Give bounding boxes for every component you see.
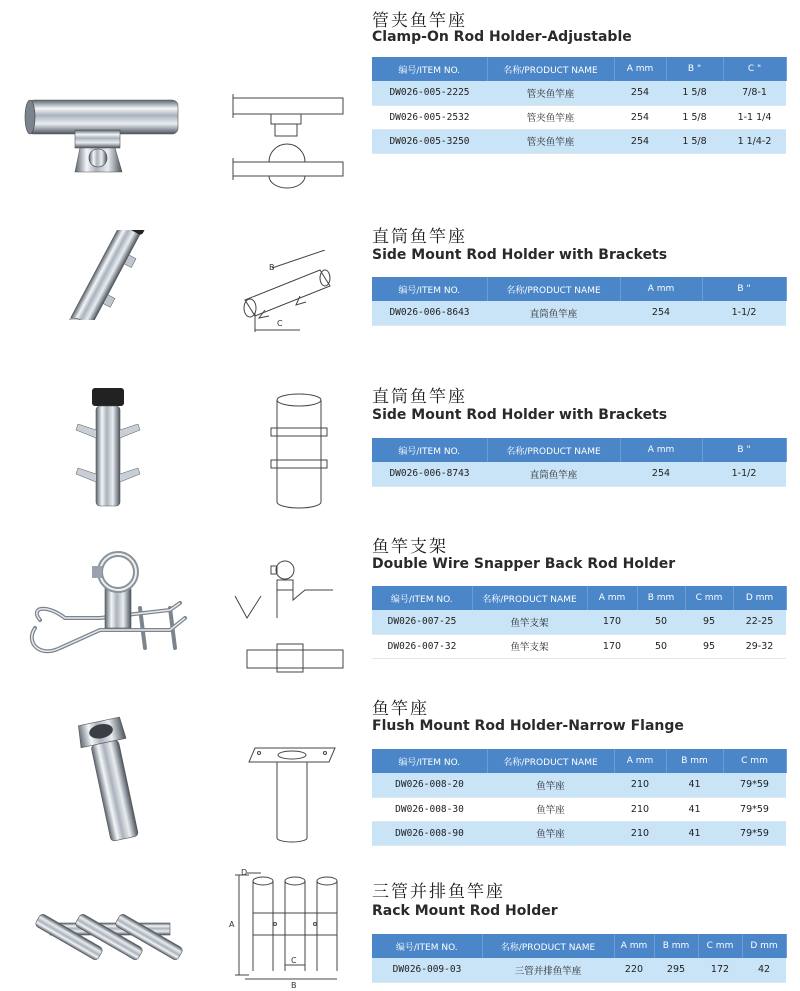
item-no-cell: DW026-005-3250 bbox=[372, 129, 487, 153]
section-flush-mount-rod-holder bbox=[0, 690, 800, 855]
section-title-zh: 鱼竿座 bbox=[372, 699, 429, 719]
item-no-cell: DW026-008-30 bbox=[372, 797, 487, 821]
item-no-cell: DW026-009-03 bbox=[372, 958, 482, 982]
value-cell: 170 bbox=[587, 610, 637, 634]
product-name-cell: 管夹鱼竿座 bbox=[487, 81, 614, 105]
spec-table bbox=[372, 749, 787, 846]
product-name-cell: 鱼竿座 bbox=[487, 821, 614, 845]
spec-table bbox=[372, 438, 787, 487]
table-row bbox=[372, 773, 786, 797]
dimension-label: D bbox=[241, 868, 248, 877]
section-double-wire-snapper-back bbox=[0, 528, 800, 688]
table-header-row bbox=[372, 277, 786, 301]
column-header: C mm bbox=[685, 586, 733, 610]
value-cell: 79*59 bbox=[723, 773, 786, 797]
section-title-en: Rack Mount Rod Holder bbox=[372, 903, 558, 919]
value-cell: 95 bbox=[685, 634, 733, 658]
column-header: C mm bbox=[698, 934, 742, 958]
rack-mount-rod-holder-photo bbox=[20, 885, 195, 975]
value-cell: 254 bbox=[614, 81, 666, 105]
item-no-cell: DW026-005-2225 bbox=[372, 81, 487, 105]
value-cell: 295 bbox=[654, 958, 698, 982]
column-header: A mm bbox=[614, 57, 666, 81]
table-row bbox=[372, 821, 786, 845]
column-header: B mm bbox=[637, 586, 685, 610]
value-cell: 22-25 bbox=[733, 610, 786, 634]
column-header: C mm bbox=[723, 749, 786, 773]
table-row bbox=[372, 129, 786, 153]
side-mount-rod-holder-photo bbox=[20, 230, 195, 320]
value-cell: 1-1 1/4 bbox=[723, 105, 786, 129]
column-header: B " bbox=[702, 438, 786, 462]
value-cell: 172 bbox=[698, 958, 742, 982]
column-header: 名称/PRODUCT NAME bbox=[487, 57, 614, 81]
section-title-en: Flush Mount Rod Holder-Narrow Flange bbox=[372, 718, 684, 734]
value-cell: 254 bbox=[614, 105, 666, 129]
item-no-cell: DW026-007-25 bbox=[372, 610, 472, 634]
table-header-row bbox=[372, 57, 786, 81]
section-title-en: Double Wire Snapper Back Rod Holder bbox=[372, 556, 676, 572]
product-name-cell: 鱼竿支架 bbox=[472, 610, 587, 634]
value-cell: 1 5/8 bbox=[666, 81, 723, 105]
dimension-label: C bbox=[291, 956, 297, 965]
product-name-cell: 直筒鱼竿座 bbox=[487, 462, 620, 486]
dimension-label: A bbox=[229, 920, 235, 929]
section-side-mount-rod-holder-1 bbox=[0, 200, 800, 360]
dimension-label: C bbox=[277, 319, 283, 328]
section-clamp-on-rod-holder bbox=[0, 0, 800, 190]
value-cell: 1 5/8 bbox=[666, 129, 723, 153]
column-header: B mm bbox=[666, 749, 723, 773]
item-no-cell: DW026-007-32 bbox=[372, 634, 472, 658]
value-cell: 79*59 bbox=[723, 797, 786, 821]
value-cell: 1-1/2 bbox=[702, 462, 786, 486]
flush-mount-rod-holder-photo bbox=[20, 712, 195, 847]
table-row bbox=[372, 634, 786, 658]
section-title-en: Side Mount Rod Holder with Brackets bbox=[372, 407, 668, 423]
column-header: 名称/PRODUCT NAME bbox=[487, 438, 620, 462]
section-title-en: Side Mount Rod Holder with Brackets bbox=[372, 247, 668, 263]
column-header: D mm bbox=[742, 934, 786, 958]
value-cell: 254 bbox=[620, 462, 702, 486]
column-header: 编号/ITEM NO. bbox=[372, 438, 487, 462]
value-cell: 1 5/8 bbox=[666, 105, 723, 129]
value-cell: 1-1/2 bbox=[702, 301, 786, 325]
side-mount-rod-holder-vertical-photo bbox=[20, 382, 195, 510]
column-header: B mm bbox=[654, 934, 698, 958]
product-name-cell: 鱼竿支架 bbox=[472, 634, 587, 658]
value-cell: 41 bbox=[666, 797, 723, 821]
section-title-zh: 鱼竿支架 bbox=[372, 537, 448, 557]
column-header: B " bbox=[702, 277, 786, 301]
item-no-cell: DW026-008-90 bbox=[372, 821, 487, 845]
value-cell: 254 bbox=[620, 301, 702, 325]
double-wire-rod-holder-photo bbox=[20, 548, 195, 668]
item-no-cell: DW026-006-8743 bbox=[372, 462, 487, 486]
side-mount-rod-holder-drawing bbox=[225, 250, 355, 340]
column-header: B " bbox=[666, 57, 723, 81]
value-cell: 220 bbox=[614, 958, 654, 982]
rack-mount-rod-holder-drawing bbox=[225, 865, 355, 991]
table-header-row bbox=[372, 749, 786, 773]
column-header: 名称/PRODUCT NAME bbox=[487, 749, 614, 773]
value-cell: 210 bbox=[614, 797, 666, 821]
value-cell: 41 bbox=[666, 821, 723, 845]
item-no-cell: DW026-006-8643 bbox=[372, 301, 487, 325]
value-cell: 50 bbox=[637, 610, 685, 634]
column-header: A mm bbox=[587, 586, 637, 610]
product-name-cell: 管夹鱼竿座 bbox=[487, 129, 614, 153]
column-header: A mm bbox=[614, 749, 666, 773]
value-cell: 95 bbox=[685, 610, 733, 634]
section-side-mount-rod-holder-2 bbox=[0, 370, 800, 520]
section-title-zh: 管夹鱼竿座 bbox=[372, 11, 467, 31]
table-header-row bbox=[372, 934, 786, 958]
column-header: A mm bbox=[620, 277, 702, 301]
spec-table bbox=[372, 586, 787, 659]
value-cell: 50 bbox=[637, 634, 685, 658]
section-title-zh: 三管并排鱼竿座 bbox=[372, 882, 505, 902]
table-row bbox=[372, 105, 786, 129]
column-header: A mm bbox=[614, 934, 654, 958]
value-cell: 170 bbox=[587, 634, 637, 658]
section-title-zh: 直筒鱼竿座 bbox=[372, 387, 467, 407]
spec-table bbox=[372, 277, 787, 326]
side-mount-rod-holder-vertical-drawing bbox=[225, 390, 355, 515]
value-cell: 41 bbox=[666, 773, 723, 797]
product-name-cell: 直筒鱼竿座 bbox=[487, 301, 620, 325]
table-row bbox=[372, 301, 786, 325]
spec-table bbox=[372, 57, 787, 154]
column-header: 编号/ITEM NO. bbox=[372, 586, 472, 610]
value-cell: 210 bbox=[614, 773, 666, 797]
column-header: 编号/ITEM NO. bbox=[372, 277, 487, 301]
column-header: C " bbox=[723, 57, 786, 81]
dimension-label: B bbox=[269, 263, 275, 272]
value-cell: 1 1/4-2 bbox=[723, 129, 786, 153]
flush-mount-rod-holder-drawing bbox=[225, 742, 355, 847]
spec-table bbox=[372, 934, 787, 983]
column-header: 编号/ITEM NO. bbox=[372, 749, 487, 773]
table-header-row bbox=[372, 438, 786, 462]
section-title-en: Clamp-On Rod Holder-Adjustable bbox=[372, 29, 632, 45]
column-header: 名称/PRODUCT NAME bbox=[472, 586, 587, 610]
column-header: 编号/ITEM NO. bbox=[372, 57, 487, 81]
table-row bbox=[372, 797, 786, 821]
section-rack-mount-rod-holder bbox=[0, 865, 800, 991]
table-row bbox=[372, 462, 786, 486]
product-name-cell: 鱼竿座 bbox=[487, 773, 614, 797]
table-row bbox=[372, 958, 786, 982]
product-name-cell: 鱼竿座 bbox=[487, 797, 614, 821]
column-header: D mm bbox=[733, 586, 786, 610]
dimension-label: B bbox=[291, 981, 297, 990]
value-cell: 42 bbox=[742, 958, 786, 982]
section-title-zh: 直筒鱼竿座 bbox=[372, 227, 467, 247]
product-name-cell: 管夹鱼竿座 bbox=[487, 105, 614, 129]
column-header: A mm bbox=[620, 438, 702, 462]
item-no-cell: DW026-005-2532 bbox=[372, 105, 487, 129]
column-header: 名称/PRODUCT NAME bbox=[482, 934, 614, 958]
table-header-row bbox=[372, 586, 786, 610]
column-header: 编号/ITEM NO. bbox=[372, 934, 482, 958]
double-wire-rod-holder-drawing bbox=[225, 556, 355, 686]
clamp-on-rod-holder-drawing bbox=[225, 90, 355, 190]
value-cell: 29-32 bbox=[733, 634, 786, 658]
product-name-cell: 三管并排鱼竿座 bbox=[482, 958, 614, 982]
table-row bbox=[372, 610, 786, 634]
table-row bbox=[372, 81, 786, 105]
item-no-cell: DW026-008-20 bbox=[372, 773, 487, 797]
value-cell: 254 bbox=[614, 129, 666, 153]
value-cell: 7/8-1 bbox=[723, 81, 786, 105]
value-cell: 210 bbox=[614, 821, 666, 845]
value-cell: 79*59 bbox=[723, 821, 786, 845]
clamp-on-rod-holder-photo bbox=[20, 92, 195, 182]
column-header: 名称/PRODUCT NAME bbox=[487, 277, 620, 301]
